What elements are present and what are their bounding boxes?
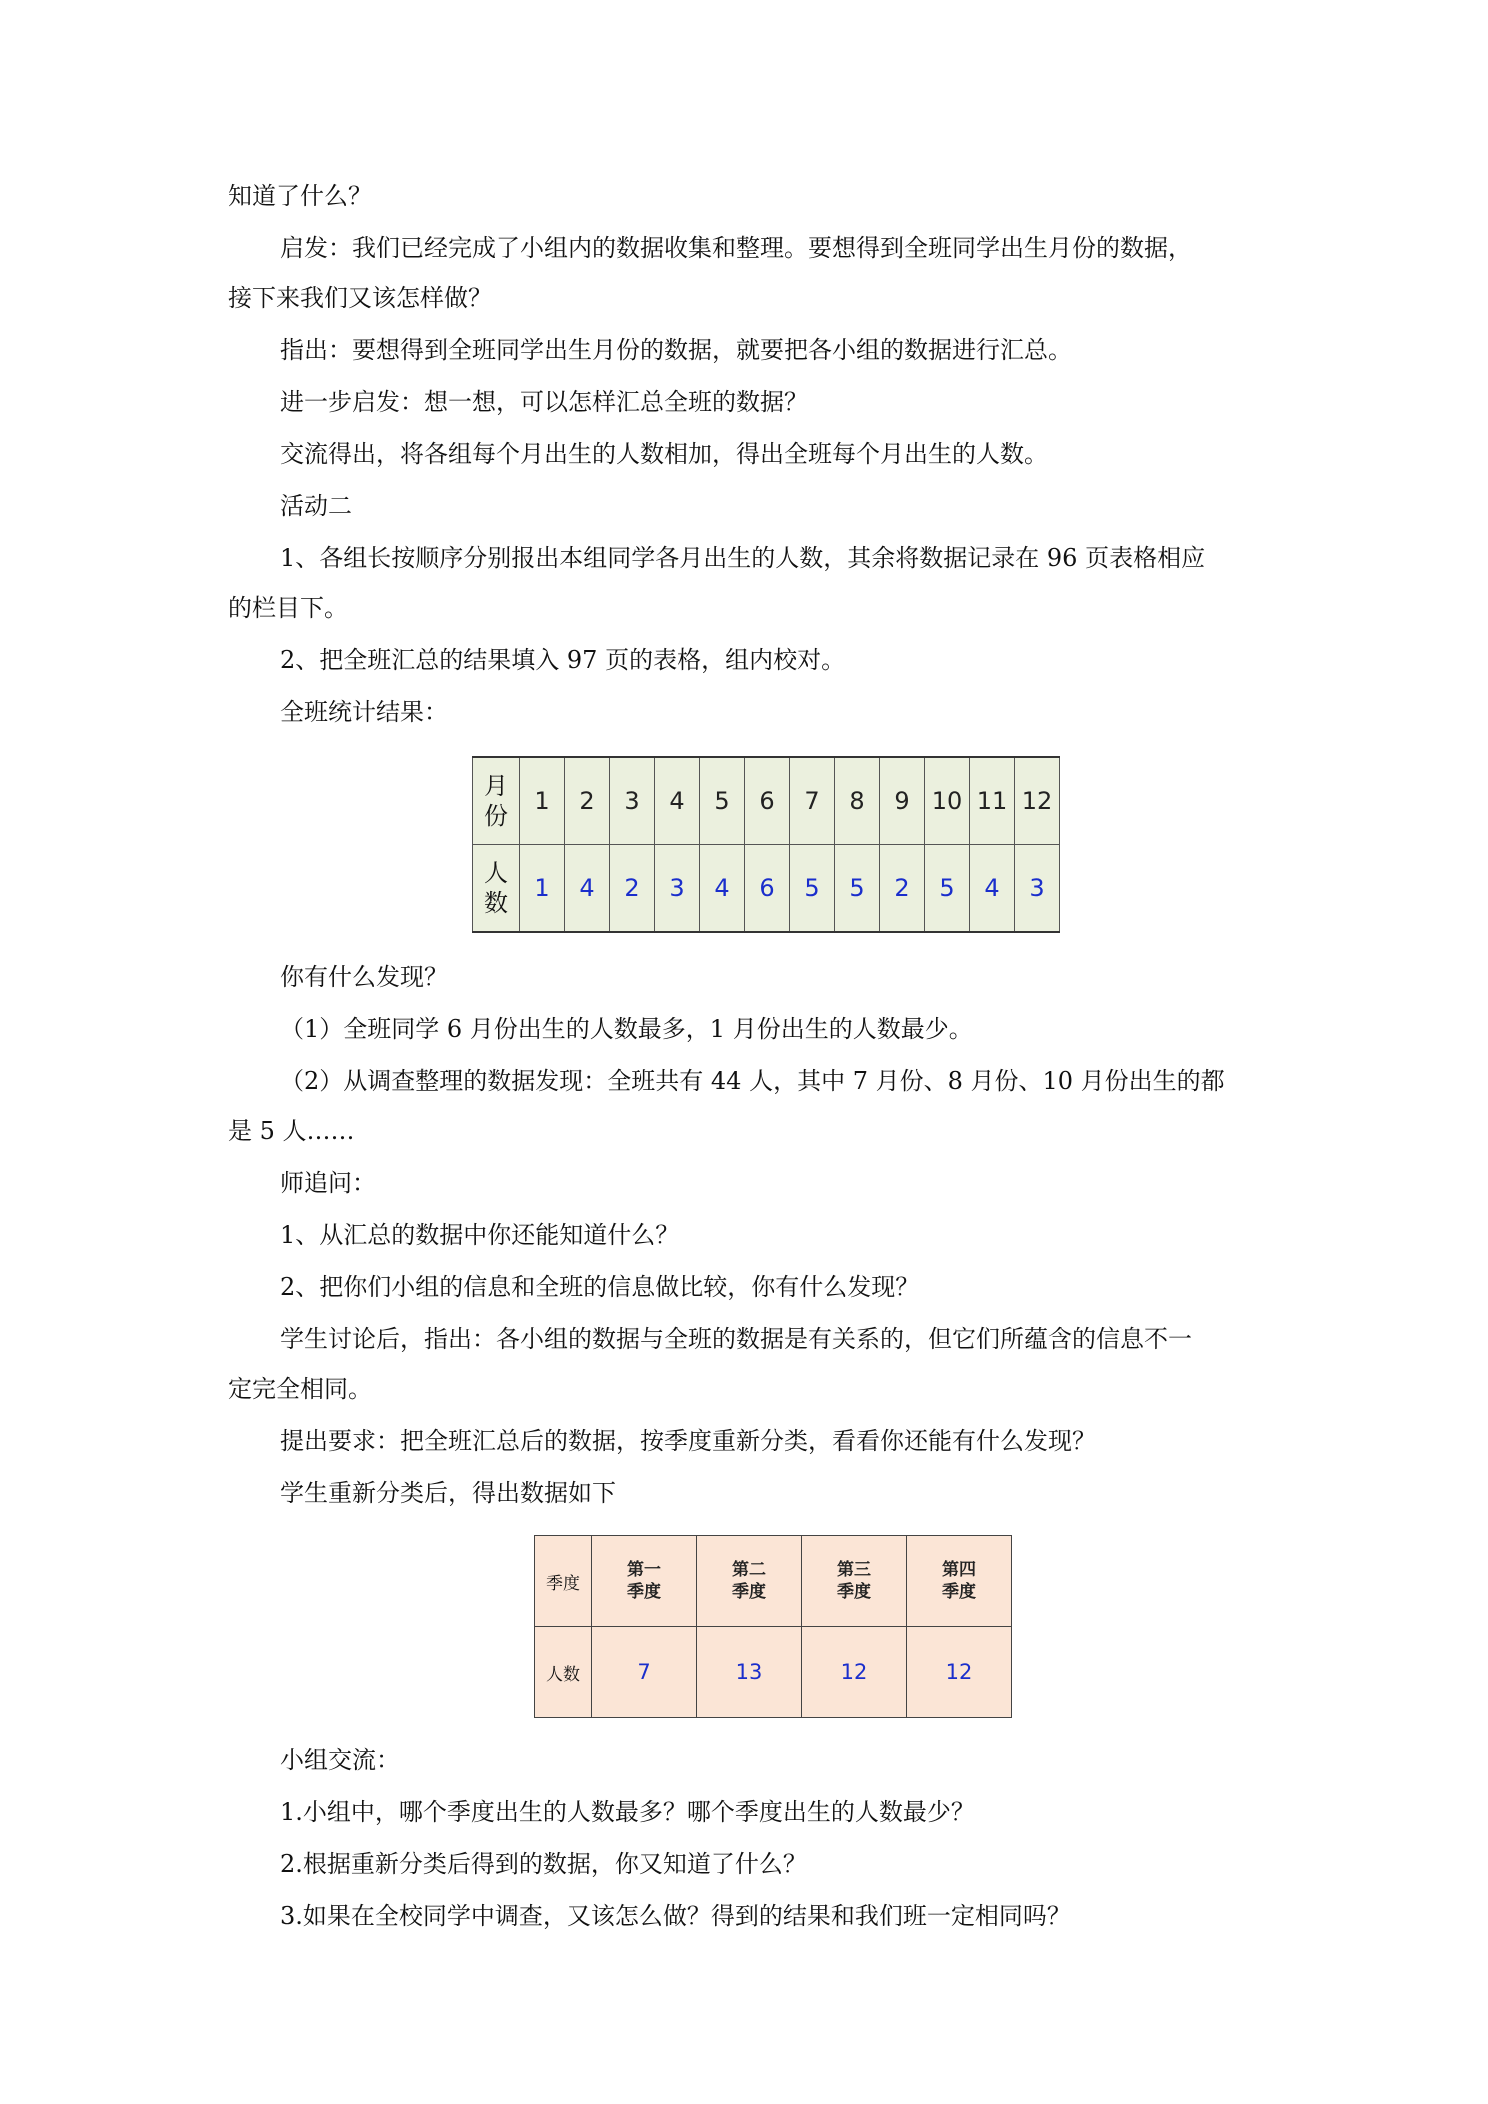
paragraph: 交流得出，将各组每个月出生的人数相加，得出全班每个月出生的人数。 (280, 440, 1048, 468)
quarter-cell (907, 1536, 1012, 1627)
count-cell: 1 (520, 845, 565, 933)
count-cell: 5 (925, 845, 970, 933)
paragraph: 提出要求：把全班汇总后的数据，按季度重新分类，看看你还能有什么发现？ (280, 1427, 1096, 1455)
row-header-month (473, 757, 520, 845)
header-char: 人 (484, 859, 508, 887)
month-cell: 9 (880, 757, 925, 845)
paragraph: 指出：要想得到全班同学出生月份的数据，就要把各小组的数据进行汇总。 (280, 336, 1072, 364)
header-char: 数 (484, 889, 508, 917)
count-cell: 4 (565, 845, 610, 933)
header-char: 份 (484, 802, 508, 830)
count-cell: 3 (655, 845, 700, 933)
quarter-label: 季度 (732, 1582, 766, 1602)
table-row-season-counts (535, 1627, 1012, 1718)
month-cell: 10 (925, 757, 970, 845)
quarter-label: 第三 (837, 1560, 871, 1580)
month-cell: 2 (565, 757, 610, 845)
paragraph: （2）从调查整理的数据发现：全班共有 44 人，其中 7 月份、8 月份、10 月份出生的都 (280, 1067, 1225, 1095)
paragraph: 师追问： (280, 1169, 376, 1197)
count-cell: 13 (697, 1627, 802, 1718)
table-row-quarters (535, 1536, 1012, 1627)
paragraph: 1、各组长按顺序分别报出本组同学各月出生的人数，其余将数据记录在 96 页表格相应 (280, 544, 1206, 572)
paragraph: 你有什么发现？ (280, 963, 448, 991)
season-birth-table (534, 1535, 1012, 1718)
row-header-count (473, 845, 520, 933)
quarter-cell (697, 1536, 802, 1627)
paragraph: 1.小组中，哪个季度出生的人数最多？哪个季度出生的人数最少？ (280, 1798, 975, 1826)
month-birth-table (472, 756, 1060, 933)
paragraph: 学生讨论后，指出：各小组的数据与全班的数据是有关系的，但它们所蕴含的信息不一 (280, 1325, 1192, 1353)
quarter-label: 季度 (837, 1582, 871, 1602)
quarter-label: 第四 (942, 1560, 976, 1580)
table-row-months (473, 757, 1060, 845)
month-cell: 4 (655, 757, 700, 845)
paragraph: 小组交流： (280, 1746, 400, 1774)
month-cell: 6 (745, 757, 790, 845)
count-cell: 2 (610, 845, 655, 933)
paragraph: 定完全相同。 (228, 1375, 372, 1403)
header-char: 月 (484, 772, 508, 800)
count-cell: 4 (970, 845, 1015, 933)
paragraph: （1）全班同学 6 月份出生的人数最多，1 月份出生的人数最少。 (280, 1015, 973, 1043)
month-cell: 1 (520, 757, 565, 845)
table-row-counts (473, 845, 1060, 933)
count-cell: 5 (835, 845, 880, 933)
month-cell: 3 (610, 757, 655, 845)
paragraph: 2.根据重新分类后得到的数据，你又知道了什么？ (280, 1850, 807, 1878)
count-cell: 4 (700, 845, 745, 933)
month-cell: 5 (700, 757, 745, 845)
count-cell: 3 (1015, 845, 1060, 933)
row-header-season: 季度 (535, 1536, 592, 1627)
count-cell: 6 (745, 845, 790, 933)
quarter-label: 第一 (627, 1560, 661, 1580)
quarter-cell (802, 1536, 907, 1627)
paragraph: 2、把你们小组的信息和全班的信息做比较，你有什么发现？ (280, 1273, 920, 1301)
paragraph: 学生重新分类后，得出数据如下 (280, 1479, 616, 1507)
document-body (228, 180, 1268, 1932)
row-header-count: 人数 (535, 1627, 592, 1718)
paragraph: 1、从汇总的数据中你还能知道什么？ (280, 1221, 680, 1249)
paragraph: 3.如果在全校同学中调查，又该怎么做？得到的结果和我们班一定相同吗？ (280, 1902, 1071, 1930)
quarter-label: 季度 (942, 1582, 976, 1602)
paragraph: 全班统计结果： (280, 698, 448, 726)
count-cell: 7 (592, 1627, 697, 1718)
section-heading: 活动二 (280, 492, 352, 520)
paragraph: 进一步启发：想一想，可以怎样汇总全班的数据？ (280, 388, 808, 416)
count-cell: 12 (802, 1627, 907, 1718)
month-cell: 7 (790, 757, 835, 845)
month-cell: 12 (1015, 757, 1060, 845)
paragraph: 启发：我们已经完成了小组内的数据收集和整理。要想得到全班同学出生月份的数据， (280, 234, 1192, 262)
paragraph: 的栏目下。 (228, 594, 348, 622)
paragraph: 2、把全班汇总的结果填入 97 页的表格，组内校对。 (280, 646, 846, 674)
paragraph: 是 5 人…… (228, 1117, 355, 1145)
paragraph: 接下来我们又该怎样做？ (228, 284, 492, 312)
count-cell: 5 (790, 845, 835, 933)
quarter-cell (592, 1536, 697, 1627)
count-cell: 12 (907, 1627, 1012, 1718)
month-cell: 8 (835, 757, 880, 845)
month-cell: 11 (970, 757, 1015, 845)
count-cell: 2 (880, 845, 925, 933)
paragraph: 知道了什么？ (228, 182, 372, 210)
quarter-label: 第二 (732, 1560, 766, 1580)
quarter-label: 季度 (627, 1582, 661, 1602)
